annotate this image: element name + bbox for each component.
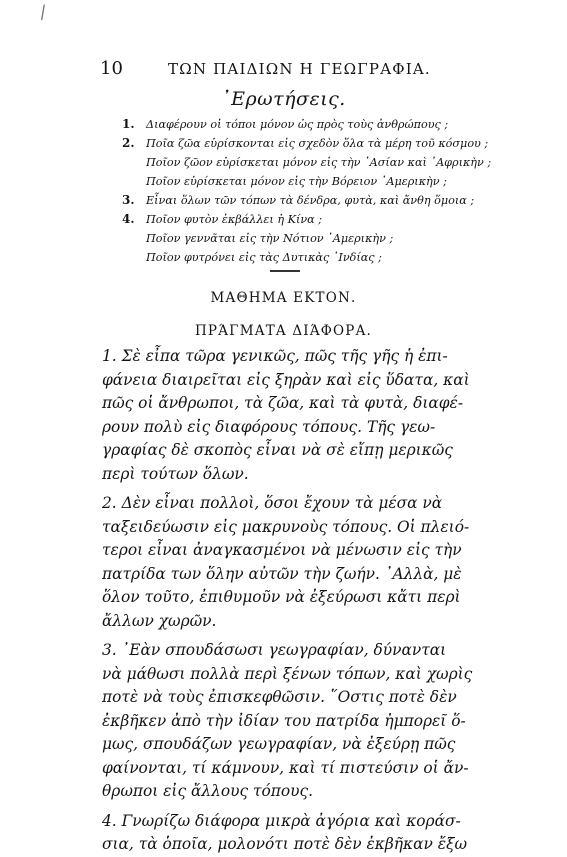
question-number: 1.: [122, 117, 135, 131]
question-text: Ποῖον εὑρίσκεται μόνον εἰς τὴν Βόρειον ᾿Αμερικὴν ;: [146, 175, 447, 188]
text-line: γραφίας δὲ σκοπὸς εἶναι νὰ σὲ εἴπῃ μερικῶς: [102, 441, 453, 459]
paragraph-4: [102, 810, 530, 857]
paragraph-3: [102, 639, 530, 804]
question-line: [122, 115, 548, 134]
section-divider: [270, 270, 300, 272]
question-text: Ποῖον φυτρόνει εἰς τὰς Δυτικὰς ᾿Ινδίας ;: [146, 251, 382, 264]
section-title: ΠΡΆΓΜΑΤΑ ΔΙΆΦΟΡΑ.: [194, 323, 373, 339]
question-text: Διαφέρουν οἱ τόποι μόνον ὡς πρὸς τοὺς ἀνθρώπους ;: [146, 118, 449, 131]
pencil-mark: /: [38, 1, 48, 24]
page-number: 10: [100, 58, 123, 79]
text-line: τεροι εἶναι ἀναγκασμένοι νὰ μένωσιν εἰς τὴν: [102, 541, 462, 559]
question-text: Ποῖον ζῶον εὑρίσκεται μόνον εἰς τὴν ᾿Ασίαν καὶ ᾿Αφρικὴν ;: [146, 156, 492, 169]
text-line: ταξειδεύωσιν εἰς μακρυνοὺς τόπους. Οἱ πλειό-: [102, 517, 470, 536]
question-number: 3.: [122, 193, 135, 207]
lesson-title: ΜΑΘΗΜΑ ΕΚΤΟΝ.: [210, 290, 357, 306]
text-line: ρουν πολὺ εἰς διαφόρους τόπους. Τῆς γεω-: [102, 417, 436, 436]
question-line: [122, 191, 548, 210]
paragraph-2: [102, 492, 530, 633]
body-text: [102, 345, 530, 857]
text-line: πατρίδα των ὅλην αὐτῶν τὴν ζωήν. ᾿Αλλὰ, μὲ: [102, 564, 462, 583]
text-line: 3. ᾿Εὰν σπουδάσωσι γεωγραφίαν, δύνανται: [102, 641, 447, 659]
text-line: 4. Γνωρίζω διάφορα μικρὰ ἀγόρια καὶ κοράσ-: [102, 811, 461, 830]
paragraph-1: [102, 345, 530, 486]
text-line: μως, σπουδάζων γεωγραφίαν, νὰ ἐξεύρῃ πῶς: [102, 735, 456, 753]
text-line: φάνεια διαιρεῖται εἰς ξηρὰν καὶ εἰς ὕδατα, καὶ: [102, 370, 470, 389]
text-line: φαίνονται, τί κάμνουν, καὶ τί πιστεύσιν οἱ ἄν-: [102, 758, 469, 777]
question-text: Ποῖα ζῶα εὑρίσκονται εἰς σχεδὸν ὅλα τὰ μέρη τοῦ κόσμου ;: [146, 137, 489, 150]
question-number: 2.: [122, 136, 135, 150]
questions-list: [122, 115, 548, 267]
question-line: [122, 210, 548, 229]
question-text: Ποῖον γεννᾶται εἰς τὴν Νότιον ᾿Αμερικὴν ;: [146, 232, 394, 245]
text-line: σια, τὰ ὁποῖα, μολονότι ποτὲ δὲν ἐκβῆκαν ἔξω: [102, 835, 468, 853]
text-line: 2. Δὲν εἶναι πολλοὶ, ὅσοι ἔχουν τὰ μέσα νὰ: [102, 494, 443, 512]
question-line: [128, 172, 548, 191]
question-text: Ποῖον φυτὸν ἐκβάλλει ἡ Κίνα ;: [146, 213, 323, 226]
page-header: [100, 58, 530, 82]
text-line: ποτὲ νὰ τοὺς ἐπισκεφθῶσιν. ῞Οστις ποτὲ δὲν: [102, 688, 457, 706]
question-number: 4.: [122, 212, 135, 226]
question-line: [128, 248, 548, 267]
text-line: ὅλον τοῦτο, ἐπιθυμοῦν νὰ ἐξεύρωσι κἄτι περὶ: [102, 588, 461, 606]
text-line: περὶ τούτων ὅλων.: [102, 464, 249, 483]
text-line: θρωποι εἰς ἄλλους τόπους.: [102, 782, 314, 800]
question-text: Εἶναι ὅλων τῶν τόπων τὰ δένδρα, φυτὰ, καὶ ἄνθη ὅμοια ;: [146, 194, 475, 207]
question-line: [128, 153, 548, 172]
text-line: ἐκβῆκεν ἀπὸ τὴν ἰδίαν του πατρίδα ἠμπορεῖ ὅ-: [102, 711, 466, 730]
question-line: [128, 229, 548, 248]
text-line: πῶς οἱ ἄνθρωποι, τὰ ζῶα, καὶ τὰ φυτὰ, διαφέ-: [102, 394, 464, 412]
questions-heading: ᾿Ερωτήσεις.: [221, 88, 346, 110]
running-title: ΤΩΝ ΠΑΙΔΙΩΝ Η ΓΕΩΓΡΑΦΙΑ.: [168, 60, 431, 78]
question-line: [122, 134, 548, 153]
text-line: νὰ μάθωσι πολλὰ περὶ ξένων τόπων, καὶ χωρὶς: [102, 664, 473, 683]
text-line: ἄλλων χωρῶν.: [102, 611, 217, 630]
text-line: 1. Σὲ εἶπα τῶρα γενικῶς, πῶς τῆς γῆς ἡ ἐπι-: [102, 347, 448, 365]
